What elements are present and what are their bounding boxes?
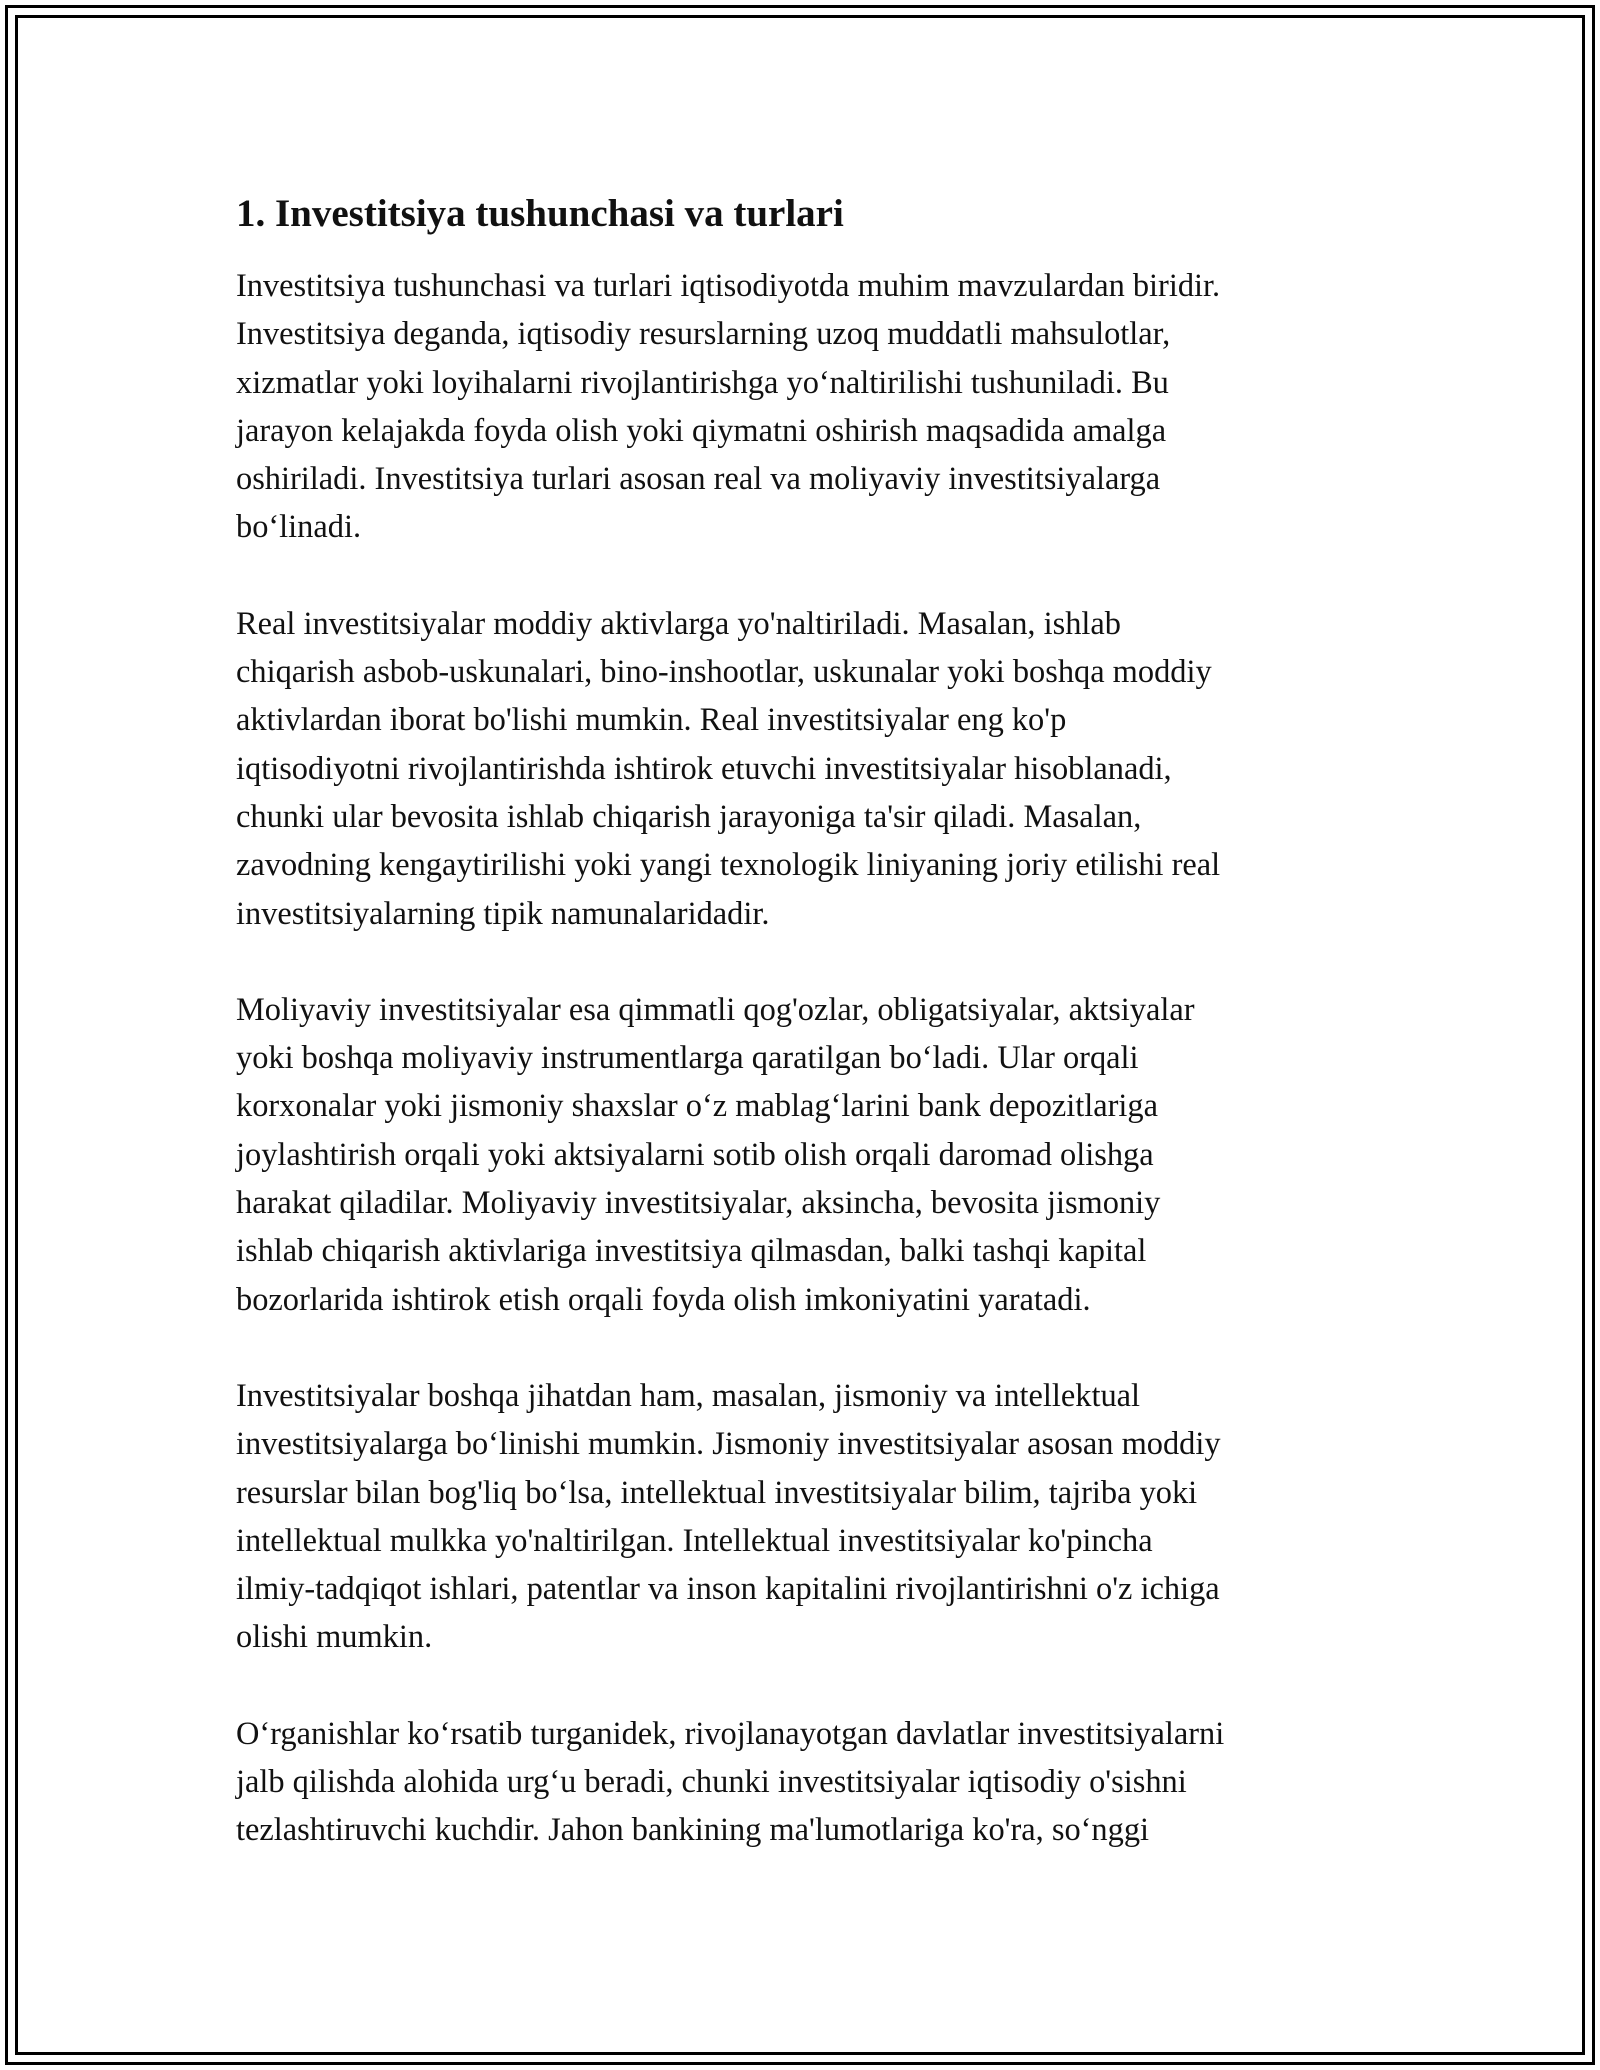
text-line: yoki boshqa moliyaviy instrumentlarga qaratilgan bo‘ladi. Ular orqali — [236, 1040, 1139, 1077]
text-line: O‘rganishlar ko‘rsatib turganidek, rivojlanayotgan davlatlar investitsiyalarni — [236, 1715, 1225, 1752]
text-line: Investitsiya deganda, iqtisodiy resurslarning uzoq muddatli mahsulotlar, — [236, 316, 1171, 353]
text-line: ishlab chiqarish aktivlariga investitsiya qilmasdan, balki tashqi kapital — [236, 1233, 1147, 1270]
text-line: olishi mumkin. — [236, 1619, 433, 1656]
text-line: oshiriladi. Investitsiya turlari asosan real va moliyaviy investitsiyalarga — [236, 461, 1161, 498]
text-line: korxonalar yoki jismoniy shaxslar o‘z mablag‘larini bank depozitlariga — [236, 1088, 1158, 1125]
text-line: bozorlarida ishtirok etish orqali foyda olish imkoniyatini yaratadi. — [236, 1281, 1091, 1318]
paragraph-real-investments — [236, 600, 1376, 938]
text-line: chunki ular bevosita ishlab chiqarish jarayoniga ta'sir qiladi. Masalan, — [236, 798, 1142, 835]
document-body — [236, 186, 1376, 1855]
paragraph-developing-countries — [236, 1710, 1376, 1855]
text-line: aktivlardan iborat bo'lishi mumkin. Real investitsiyalar eng ko'p — [236, 702, 1067, 739]
text-line: xizmatlar yoki loyihalarni rivojlantirishga yo‘naltirilishi tushuniladi. Bu — [236, 364, 1169, 401]
text-line: Investitsiya tushunchasi va turlari iqtisodiyotda muhim mavzulardan biridir. — [236, 268, 1221, 304]
text-line: investitsiyalarning tipik namunalaridadir. — [236, 895, 770, 932]
text-line: tezlashtiruvchi kuchdir. Jahon bankining ma'lumotlariga ko'ra, so‘nggi — [236, 1812, 1150, 1849]
text-line: jarayon kelajakda foyda olish yoki qiymatni oshirish maqsadida amalga — [236, 412, 1167, 449]
section-heading: 1. Investitsiya tushunchasi va turlari — [236, 192, 844, 235]
text-line: jalb qilishda alohida urg‘u beradi, chunki investitsiyalar iqtisodiy o'sishni — [236, 1764, 1187, 1801]
text-line: Real investitsiyalar moddiy aktivlarga yo'naltiriladi. Masalan, ishlab — [236, 605, 1121, 642]
text-line: intellektual mulkka yo'naltirilgan. Intellektual investitsiyalar ko'pincha — [236, 1522, 1153, 1559]
text-line: Moliyaviy investitsiyalar esa qimmatli qog'ozlar, obligatsiyalar, aktsiyalar — [236, 991, 1195, 1028]
text-line: zavodning kengaytirilishi yoki yangi texnologik liniyaning joriy etilishi real — [236, 847, 1221, 884]
paragraph-financial-investments — [236, 986, 1376, 1324]
text-line: joylashtirish orqali yoki aktsiyalarni sotib olish orqali daromad olishga — [236, 1136, 1154, 1173]
paragraph-definition — [236, 262, 1376, 552]
paragraph-physical-intellectual — [236, 1372, 1376, 1662]
text-line: iqtisodiyotni rivojlantirishda ishtirok etuvchi investitsiyalar hisoblanadi, — [236, 750, 1172, 787]
text-line: ilmiy-tadqiqot ishlari, patentlar va inson kapitalini rivojlantirishni o'z ichiga — [236, 1571, 1220, 1608]
text-line: harakat qiladilar. Moliyaviy investitsiyalar, aksincha, bevosita jismoniy — [236, 1185, 1161, 1222]
text-line: investitsiyalarga bo‘linishi mumkin. Jismoniy investitsiyalar asosan moddiy — [236, 1426, 1221, 1463]
text-line: resurslar bilan bog'liq bo‘lsa, intellektual investitsiyalar bilim, tajriba yoki — [236, 1474, 1198, 1511]
text-line: bo‘linadi. — [236, 509, 362, 546]
text-line: Investitsiyalar boshqa jihatdan ham, masalan, jismoniy va intellektual — [236, 1377, 1141, 1414]
text-line: chiqarish asbob-uskunalari, bino-inshootlar, uskunalar yoki boshqa moddiy — [236, 654, 1212, 691]
